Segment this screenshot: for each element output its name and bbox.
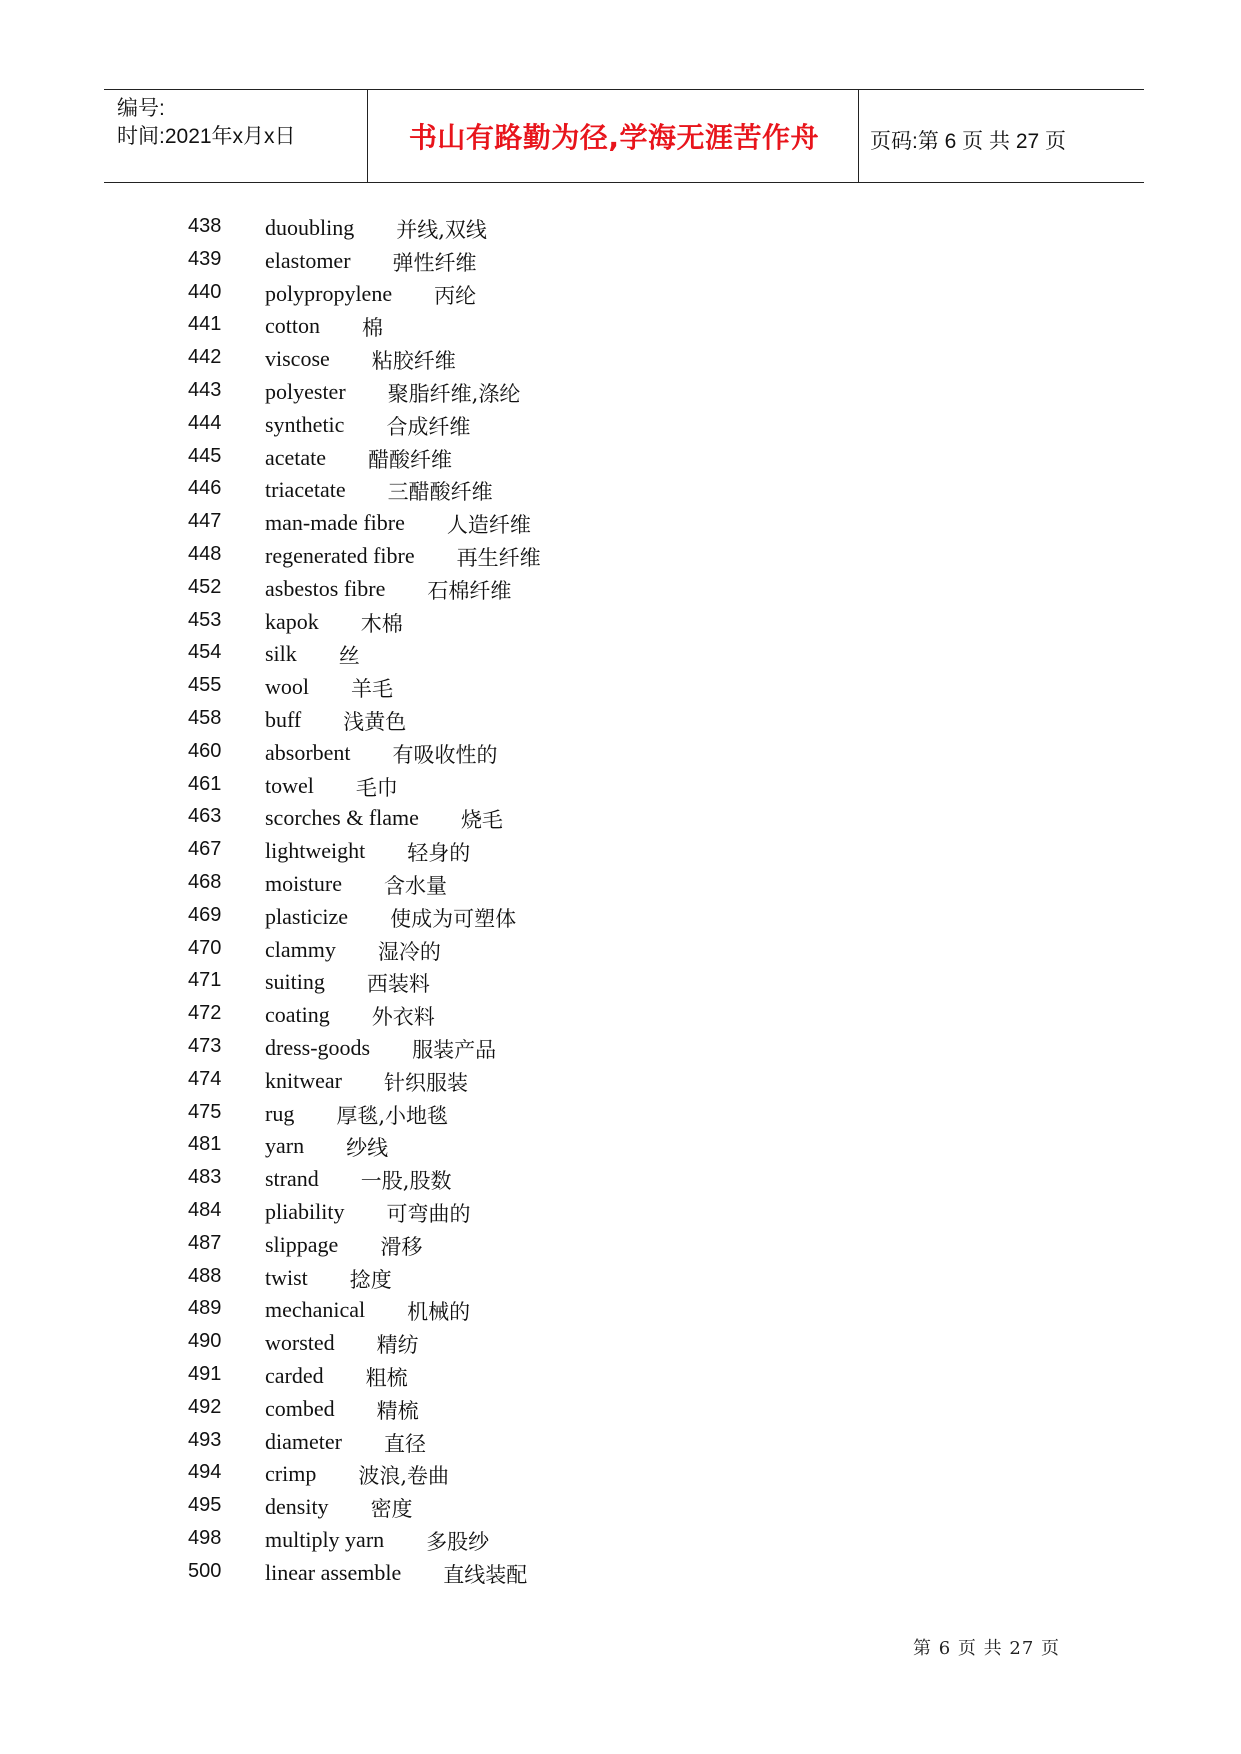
- entry-term: density: [265, 1494, 329, 1520]
- entry-term: diameter: [265, 1428, 342, 1454]
- entry-number: 445: [188, 444, 222, 467]
- entry-number: 442: [188, 346, 222, 369]
- entry-translation: 棉: [362, 316, 383, 341]
- entry-number: 454: [188, 641, 222, 664]
- entry-number: 493: [188, 1428, 222, 1451]
- entry-term: towel: [265, 772, 314, 798]
- header-divider-right: [858, 89, 859, 182]
- entry-translation: 滑移: [380, 1234, 423, 1259]
- time-label: 时间:2021年x月x日: [117, 125, 296, 148]
- entry-number: 455: [188, 674, 222, 697]
- header-bottom-rule: [104, 182, 1144, 183]
- entry-number: 495: [188, 1494, 222, 1517]
- entry-translation: 丝: [338, 644, 360, 669]
- entry-translation: 醋酸纤维: [368, 447, 453, 472]
- entry-translation: 密度: [370, 1497, 413, 1522]
- entry-number: 490: [188, 1330, 222, 1353]
- entry-translation: 三醋酸纤维: [387, 480, 493, 505]
- entry-term: acetate: [265, 444, 327, 470]
- entry-term: combed: [265, 1395, 335, 1421]
- entry-number: 500: [188, 1559, 222, 1582]
- entry-number: 487: [188, 1231, 222, 1254]
- entry-term: synthetic: [265, 411, 345, 437]
- entry-number: 470: [188, 936, 222, 959]
- entry-number: 468: [188, 871, 222, 893]
- entry-number: 444: [188, 411, 222, 434]
- entry-translation: 毛巾: [355, 775, 398, 800]
- entry-term: yarn: [265, 1133, 305, 1159]
- entry-translation: 精梳: [376, 1398, 419, 1423]
- entry-number: 463: [188, 805, 222, 828]
- entry-term: mechanical: [265, 1297, 366, 1323]
- entry-number: 458: [188, 707, 222, 729]
- entry-number: 483: [188, 1166, 222, 1189]
- entry-translation: 羊毛: [351, 677, 393, 702]
- entry-translation: 石棉纤维: [427, 578, 512, 603]
- entry-translation: 湿冷的: [377, 939, 441, 964]
- entry-translation: 轻身的: [407, 841, 471, 866]
- entry-translation: 粗梳: [365, 1366, 408, 1390]
- entry-translation: 外衣料: [371, 1005, 435, 1030]
- entry-translation: 弹性纤维: [392, 250, 477, 275]
- entry-translation: 西装料: [366, 972, 430, 997]
- entry-translation: 直线装配: [443, 1562, 528, 1587]
- entry-number: 453: [188, 608, 222, 631]
- entry-translation: 可弯曲的: [386, 1202, 471, 1226]
- entry-number: 446: [188, 477, 222, 500]
- entry-term: carded: [265, 1363, 324, 1388]
- motto-title: 书山有路勤为径,学海无涯苦作舟: [408, 121, 820, 154]
- entry-translation: 使成为可塑体: [390, 906, 517, 931]
- entry-number: 474: [188, 1067, 222, 1090]
- entry-translation: 并线,双线: [396, 218, 487, 242]
- header-divider-left: [367, 89, 368, 182]
- entry-term: clammy: [265, 936, 336, 962]
- entry-term: moisture: [265, 871, 342, 896]
- entry-term: worsted: [265, 1330, 335, 1356]
- entry-term: regenerated fibre: [265, 543, 415, 568]
- entry-number: 481: [188, 1133, 222, 1156]
- entry-term: man-made fibre: [265, 510, 405, 536]
- entry-translation: 一股,股数: [360, 1169, 452, 1194]
- entry-translation: 厚毯,小地毯: [336, 1103, 449, 1128]
- serial-label: 编号:: [117, 97, 165, 120]
- entry-term: scorches & flame: [265, 805, 419, 831]
- entry-term: multiply yarn: [265, 1527, 385, 1552]
- entry-number: 443: [188, 379, 222, 401]
- entry-number: 489: [188, 1297, 222, 1320]
- entry-translation: 丙纶: [434, 283, 477, 308]
- entry-translation: 捻度: [349, 1267, 392, 1292]
- entry-term: coating: [265, 1002, 330, 1028]
- entry-term: twist: [265, 1264, 308, 1290]
- entry-translation: 精纺: [376, 1333, 419, 1358]
- entry-term: knitwear: [265, 1067, 342, 1093]
- entry-translation: 含水量: [384, 874, 447, 898]
- entry-number: 492: [188, 1395, 222, 1418]
- entry-number: 460: [188, 739, 222, 762]
- entry-number: 491: [188, 1363, 222, 1385]
- entry-term: slippage: [265, 1231, 339, 1257]
- entry-number: 498: [188, 1527, 222, 1549]
- entry-number: 441: [188, 313, 222, 336]
- entry-translation: 粘胶纤维: [371, 349, 456, 374]
- entry-translation: 针织服装: [383, 1070, 468, 1095]
- entry-number: 439: [188, 247, 222, 270]
- entry-number: 494: [188, 1461, 222, 1484]
- entry-number: 461: [188, 772, 222, 795]
- entry-term: strand: [265, 1166, 319, 1192]
- entry-translation: 服装产品: [412, 1038, 497, 1062]
- entry-term: suiting: [265, 969, 325, 995]
- entry-translation: 直径: [383, 1431, 426, 1456]
- entry-term: buff: [265, 707, 302, 732]
- entry-number: 473: [188, 1035, 222, 1057]
- header-top-rule: [104, 89, 1144, 90]
- entry-number: 447: [188, 510, 222, 533]
- entry-number: 484: [188, 1199, 222, 1221]
- entry-term: silk: [265, 641, 297, 667]
- entry-term: wool: [265, 674, 309, 700]
- entry-term: cotton: [265, 313, 320, 339]
- entry-term: duoubling: [265, 215, 355, 240]
- entry-translation: 机械的: [407, 1300, 471, 1325]
- entry-term: absorbent: [265, 739, 351, 765]
- entry-translation: 木棉: [360, 611, 403, 636]
- entry-term: elastomer: [265, 247, 351, 273]
- entry-term: pliability: [265, 1199, 345, 1224]
- entry-number: 452: [188, 575, 222, 598]
- entry-translation: 烧毛: [460, 808, 503, 833]
- entry-term: lightweight: [265, 838, 366, 864]
- page-footer: 第 6 页 共 27 页: [913, 1638, 1060, 1659]
- entry-translation: 波浪,卷曲: [358, 1464, 450, 1489]
- entry-term: linear assemble: [265, 1559, 402, 1585]
- entry-term: viscose: [265, 346, 330, 372]
- entry-translation: 聚脂纤维,涤纶: [387, 382, 521, 406]
- entry-term: rug: [265, 1100, 295, 1126]
- entry-term: triacetate: [265, 477, 346, 503]
- entry-term: kapok: [265, 608, 319, 634]
- entry-number: 488: [188, 1264, 222, 1287]
- entry-term: asbestos fibre: [265, 575, 386, 601]
- entry-number: 448: [188, 543, 222, 565]
- entry-number: 471: [188, 969, 222, 992]
- entry-number: 467: [188, 838, 222, 861]
- page-code: 页码:第 6 页 共 27 页: [870, 130, 1067, 153]
- entry-translation: 合成纤维: [386, 414, 471, 439]
- entry-translation: 有吸收性的: [392, 742, 498, 767]
- entry-term: crimp: [265, 1461, 317, 1487]
- entry-number: 440: [188, 280, 222, 303]
- entry-term: dress-goods: [265, 1035, 371, 1060]
- entry-number: 475: [188, 1100, 222, 1123]
- entry-number: 472: [188, 1002, 222, 1025]
- entry-translation: 浅黄色: [343, 710, 407, 734]
- entry-term: plasticize: [265, 903, 349, 929]
- entry-translation: 多股纱: [426, 1530, 490, 1554]
- entry-number: 438: [188, 215, 222, 237]
- entry-term: polypropylene: [265, 280, 393, 306]
- entry-term: polyester: [265, 379, 346, 404]
- entry-translation: 人造纤维: [446, 513, 531, 538]
- entry-number: 469: [188, 903, 222, 926]
- entry-translation: 纱线: [346, 1136, 389, 1161]
- entry-translation: 再生纤维: [456, 546, 541, 570]
